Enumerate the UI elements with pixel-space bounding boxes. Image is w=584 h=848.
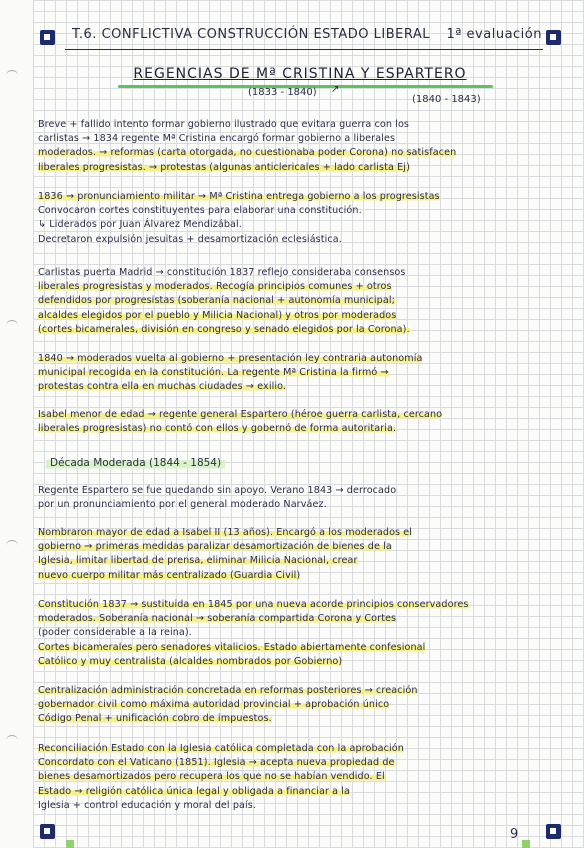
text-line [38, 498, 566, 512]
text-line-content: Convocaron cortes constituyentes para elaborar una constitución. [38, 205, 362, 217]
text-line [38, 712, 566, 726]
paragraph-block [38, 408, 566, 436]
paragraph-block [38, 266, 566, 337]
section-heading: Década Moderada (1844 - 1854) [46, 456, 225, 470]
text-line [38, 352, 566, 366]
text-line [38, 598, 566, 612]
text-line-content: Iglesia + control educación y moral del país. [38, 799, 257, 811]
text-line [38, 132, 566, 146]
main-title-text: REGENCIAS DE Mª CRISTINA Y ESPARTERO [133, 66, 467, 82]
paragraph-block [38, 526, 566, 583]
paragraph-block [38, 352, 566, 395]
text-line [38, 626, 566, 640]
text-line-content: (poder considerable a la reina). [38, 627, 192, 639]
text-line-content: defendidos por progresistas (soberanía nacional + autonomía municipal; [38, 295, 395, 307]
text-line-content: (cortes bicamerales, división en congreso y senado elegidos por la Corona). [38, 323, 410, 335]
ring-hole [6, 735, 18, 746]
text-line [38, 684, 566, 698]
text-line-content: Católico y muy centralista (alcaldes nombrados por Gobierno) [38, 655, 343, 667]
paragraph-block [38, 598, 566, 669]
topic-title: T.6. CONFLICTIVA CONSTRUCCIÓN ESTADO LIBERAL [72, 27, 430, 42]
text-line [38, 146, 566, 160]
text-line-content: alcaldes elegidos por el pueblo y Milicia Nacional) y otros por moderados [38, 309, 397, 321]
corner-square-icon [546, 824, 561, 839]
text-line-content: Iglesia, limitar libertad de prensa, eliminar Milicia Nacional, crear [38, 555, 358, 567]
ring-hole [6, 320, 18, 331]
evaluation-label: 1ª evaluación [446, 27, 542, 42]
text-line [38, 118, 566, 132]
text-line-content: Nombraron mayor de edad a Isabel II (13 años). Encargó a los moderados el [38, 527, 413, 538]
text-line [38, 799, 566, 813]
text-line [38, 233, 566, 247]
text-line-content: 1836 → pronunciamiento militar → Mª Cristina entrega gobierno a los progresistas [38, 191, 440, 202]
text-line-content: Estado → religión católica única legal y obligada a financiar a la [38, 785, 351, 797]
text-line-content: moderados. Soberanía nacional → soberanía compartida Corona y Cortes [38, 613, 397, 625]
page-number: 9 [510, 827, 519, 842]
header-divider [65, 49, 543, 50]
text-line-content: Centralización administración concretada en reformas posteriores → creación [38, 685, 418, 696]
text-line [38, 366, 566, 380]
text-line [38, 641, 566, 655]
text-line [38, 309, 566, 323]
paragraph-block [38, 742, 566, 813]
text-line-content: 1840 → moderados vuelta al gobierno + presentación ley contraria autonomía [38, 353, 423, 364]
paragraph-block [38, 684, 566, 727]
text-line [38, 742, 566, 756]
page-tab [522, 840, 530, 848]
text-line [38, 380, 566, 394]
paragraph-block [38, 190, 566, 247]
text-line-content: Breve + fallido intento formar gobierno ilustrado que evitara guerra con los [38, 119, 410, 130]
text-line [38, 655, 566, 669]
text-line [38, 408, 566, 422]
text-line-content: ↳ Liderados por Juan Álvarez Mendizábal. [38, 219, 242, 231]
text-line [38, 294, 566, 308]
ring-hole [6, 70, 18, 81]
text-line-content: liberales progresistas) no contó con ellos y gobernó de forma autoritaria. [38, 423, 397, 435]
text-line [38, 569, 566, 583]
text-line [38, 323, 566, 337]
text-line [38, 698, 566, 712]
small-arrow-icon: ↗ [331, 84, 340, 95]
text-line-content: Regente Espartero se fue quedando sin apoyo. Verano 1843 → derrocado [38, 485, 397, 496]
text-line-content: nuevo cuerpo militar más centralizado (Guardia Civil) [38, 569, 301, 581]
text-line [38, 204, 566, 218]
text-line [38, 554, 566, 568]
paragraph-block [38, 484, 566, 512]
text-line-content: Decretaron expulsión jesuitas + desamortización eclesiástica. [38, 233, 342, 245]
text-line [38, 266, 566, 280]
text-line-content: Carlistas puerta Madrid → constitución 1837 reflejo consideraba consensos [38, 267, 406, 278]
page-margin [0, 0, 33, 848]
page-header [72, 24, 542, 48]
text-line [38, 161, 566, 175]
corner-square-icon [546, 30, 561, 45]
ring-hole [6, 540, 18, 551]
text-line-content: gobierno → primeras medidas paralizar desamortización de bienes de la [38, 541, 392, 553]
corner-square-icon [40, 30, 55, 45]
text-line-content: por un pronunciamiento por el general moderado Narváez. [38, 499, 327, 511]
text-line [38, 756, 566, 770]
text-line-content: Cortes bicamerales pero senadores vitalicios. Estado abiertamente confesional [38, 641, 426, 653]
text-line-content: liberales progresistas y moderados. Recogía principios comunes + otros [38, 281, 392, 293]
text-line [38, 612, 566, 626]
text-line-content: Constitución 1837 → sustituida en 1845 por una nueva acorde principios conservadores [38, 599, 469, 610]
text-line-content: Código Penal + unificación cobro de impuestos. [38, 713, 272, 725]
years-maria-cristina: (1833 - 1840) [248, 87, 317, 98]
paragraph-block [38, 118, 566, 175]
text-line-content: bienes desamortizados pero recupera los que no se habían vendido. El [38, 771, 385, 783]
text-line-content: liberales progresistas. → protestas (algunas anticlericales + lado carlista Ej) [38, 161, 410, 173]
text-line [38, 526, 566, 540]
text-line-content: Reconciliación Estado con la Iglesia católica completada con la aprobación [38, 743, 404, 754]
page-tab [66, 840, 74, 848]
text-line-content: carlistas → 1834 regente Mª Cristina encargó formar gobierno a liberales [38, 133, 396, 145]
text-line [38, 280, 566, 294]
text-line-content: protestas contra ella en muchas ciudades → exilio. [38, 381, 287, 393]
text-line [38, 190, 566, 204]
years-espartero: (1840 - 1843) [412, 94, 481, 105]
text-line-content: municipal recogida en la constitución. La regente Mª Cristina la firmó → [38, 367, 389, 379]
text-line [38, 422, 566, 436]
text-line [38, 484, 566, 498]
text-line [38, 770, 566, 784]
text-line [38, 785, 566, 799]
text-line-content: Concordato con el Vaticano (1851). Iglesia → acepta nueva propiedad de [38, 757, 395, 769]
text-line-content: moderados. → reformas (carta otorgada, no cuestionaba poder Corona) no satisfacen [38, 147, 457, 159]
text-line [38, 218, 566, 232]
text-line-content: gobernador civil como máxima autoridad provincial + aprobación único [38, 699, 390, 711]
text-line [38, 540, 566, 554]
corner-square-icon [40, 824, 55, 839]
text-line-content: Isabel menor de edad → regente general Espartero (héroe guerra carlista, cercano [38, 409, 443, 420]
